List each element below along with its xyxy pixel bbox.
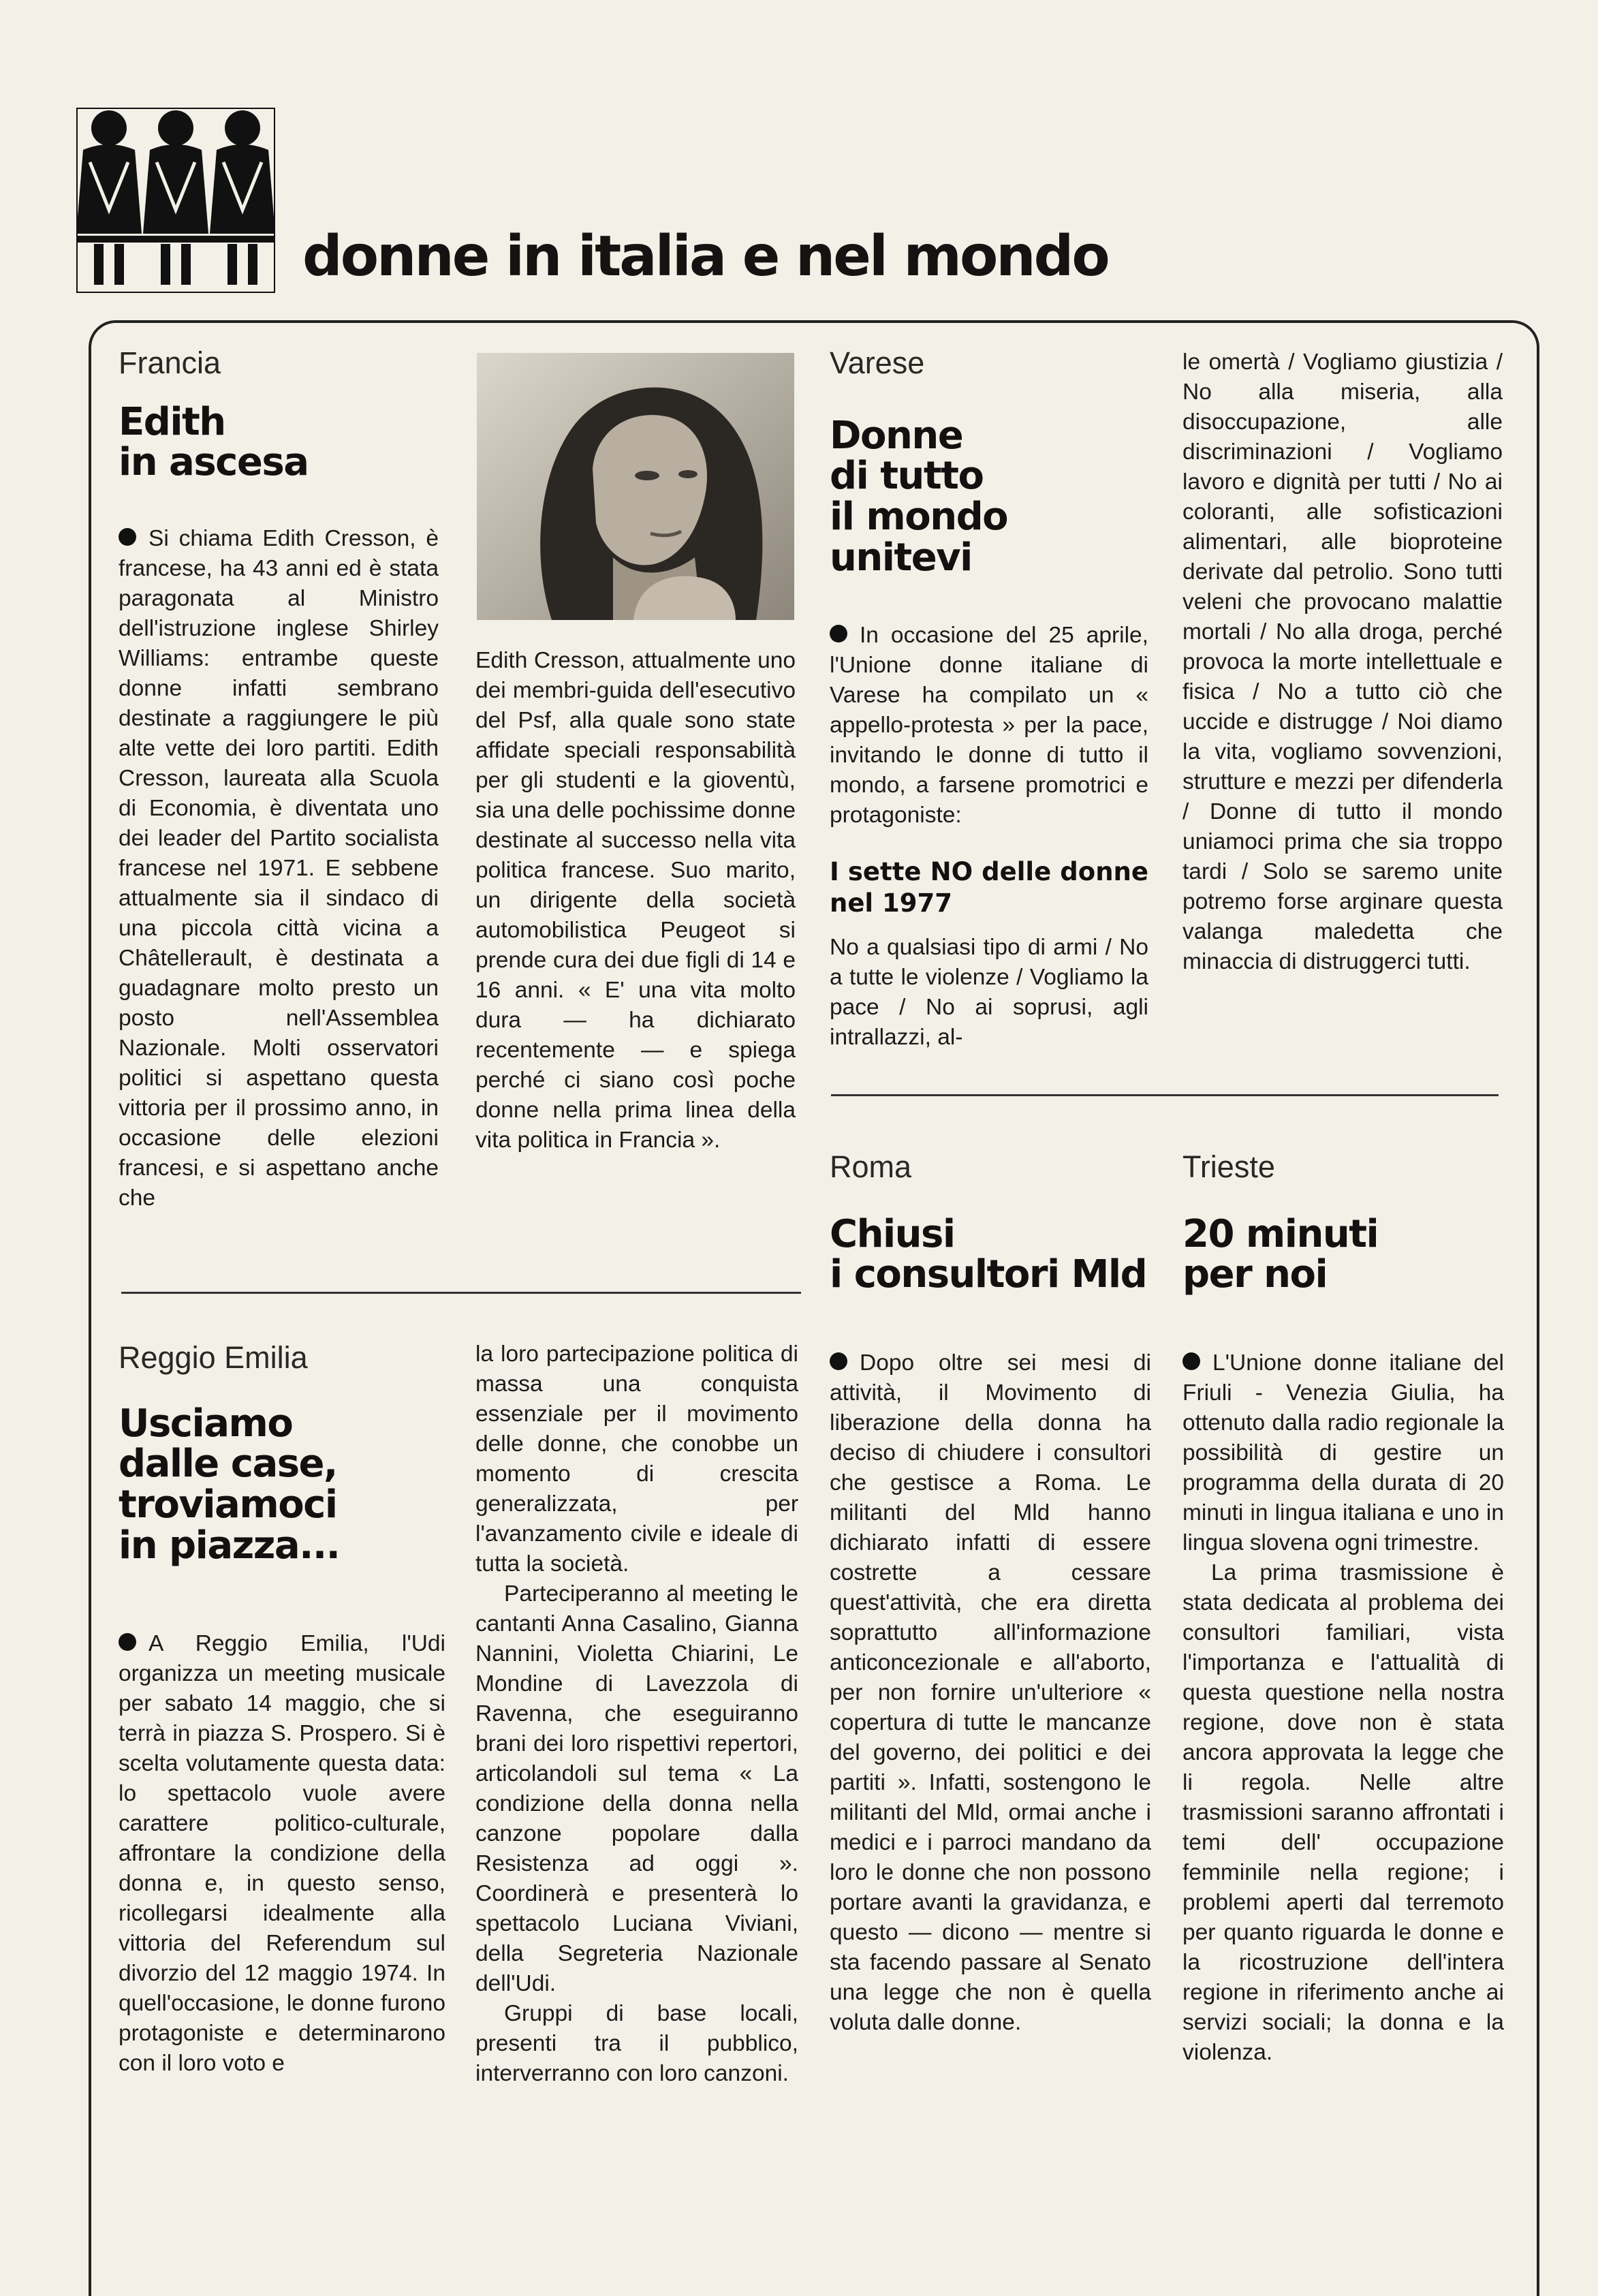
bullet-icon xyxy=(119,1633,136,1651)
article-body: Dopo oltre sei mesi di attività, il Movimento di liberazione della donna ha deciso di chiudere i consultori che gestisce a Roma. Le militanti del Mld hanno dichiarato infatti di essere costrette a cessare quest'attività, che era diretta soprattutto all'informazione anticoncezionale e all'aborto, per non fornire un'ulteriore « copertura di tutte le mancanze del governo, dei politici e dei partiti ». Infatti, sostengono le militanti del Mld, ormai anche i medici e i parroci mandano da loro le donne che non possono portare avanti la gravidanza, e questo — dicono — mentre si sta facendo passare al Senato una legge che non è quella voluta dalle donne. xyxy=(830,1350,1151,2036)
article-subhead: I sette NO delle donne nel 1977 xyxy=(830,857,1148,918)
divider-right xyxy=(831,1094,1499,1096)
article-headline: Usciamo dalle case, troviamoci in piazza... xyxy=(119,1401,340,1568)
divider-left xyxy=(121,1292,801,1294)
article-varese xyxy=(830,346,1148,1053)
article-body: Si chiama Edith Cresson, è francese, ha 43 anni ed è stata paragonata al Ministro dell'istruzione inglese Shirley Williams: entrambe queste donne infatti sembrano destinate a raggiungere le più alte vette dei loro partiti. Edith Cresson, laureata alla Scuola di Economia, è diventata uno dei leader del Partito socialista francese nel 1971. E sebbene attualmente sia il sindaco di una piccola città vicina a Châtellerault, è destinata a guadagnare molto presto un posto nell'Assemblea Nazionale. Molti osservatori politici si aspettano questa vittoria per il prossimo anno, in occasione delle elezioni francesi, e si aspettano anche che xyxy=(119,526,439,1211)
photo-caption: Edith Cresson, attualmente uno dei membri-guida dell'esecutivo del Psf, alla quale sono state affidate speciali responsabilità per gli studenti e la gioventù, sia una delle pochissime donne destinate al successo nella vita politica francese. Suo marito, un dirigente della società automobilistica Peugeot si prende cura dei due figli di 14 e 16 anni. « E' una vita molto dura — ha dichiarato recentemente — e spiega perché ci siano così poche donne nella prima linea della vita politica in Francia ». xyxy=(475,648,796,1153)
article-body: A Reggio Emilia, l'Udi organizza un meeting musicale per sabato 14 maggio, che si terrà in piazza S. Prospero. Si è scelta volutamente questa data: lo spettacolo vuole avere carattere politico-culturale, affrontare la condizione della donna e, in questo senso, ricollegarsi idealmente alla vittoria del Referendum sul divorzio del 12 maggio 1974. In quell'occasione, le donne furono protagoniste e determinarono con il loro voto e xyxy=(119,1631,445,2077)
article-trieste xyxy=(1182,1150,1504,2068)
article-headline: Chiusi i consultori Mld xyxy=(830,1211,1147,1297)
bullet-icon xyxy=(830,1352,847,1370)
three-women-figures-icon xyxy=(76,108,275,293)
article-body: In occasione del 25 aprile, l'Unione donne italiane di Varese ha compilato un « appello-protesta » per la pace, invitando le donne di tutto il mondo, a farsene promotrici e protagoniste: I sette NO delle donne nel 1977 No a qualsiasi tipo di armi / No a tutte le violenze / Vogliamo la pace / No ai soprusi, agli intrallazzi, al- xyxy=(830,623,1148,1051)
bullet-icon xyxy=(119,528,136,546)
article-reggio-emilia-continued: la loro partecipazione politica di massa una conquista essenziale per il movimento delle donne, che conobbe un momento di crescita generalizzata, per l'avanzamento civile e ideale di tutta la società. Parteciperanno al meeting le cantanti Anna Casalino, Gianna Nannini, Violetta Chiarini, Le Mondine di Lavezzola di Ravenna, che eseguiranno brani dei loro rispettivi repertori, articolandoli sul tema « La condizione della donna nella canzone popolare dalla Resistenza ad oggi ». Coordinerà e presenterà lo spettacolo Luciana Viviani, della Segreteria Nazionale dell'Udi. Gruppi di base locali, presenti tra il pubblico, interverranno con loro canzoni. xyxy=(475,1341,798,2086)
article-place: Francia xyxy=(119,345,221,380)
article-reggio-emilia xyxy=(119,1341,445,2079)
article-place: Roma xyxy=(830,1149,912,1184)
bullet-icon xyxy=(830,625,847,642)
article-headline: Donne di tutto il mondo unitevi xyxy=(830,413,1008,580)
article-place: Trieste xyxy=(1182,1149,1275,1184)
bullet-icon xyxy=(1182,1352,1200,1370)
article-headline: Edith in ascesa xyxy=(119,399,309,485)
section-title: donne in italia e nel mondo xyxy=(302,224,1108,289)
article-body: L'Unione donne italiane del Friuli - Venezia Giulia, ha ottenuto dalla radio regionale la possibilità di gestire un programma della durata di 20 minuti in lingua italiana e uno in lingua slovena ogni trimestre. La prima trasmissione è stata dedicata al problema dei consultori familiari, vista l'importanza e l'attualità di questa questione nella nostra regione, dove non è stata ancora approvata la legge che li regola. Nelle altre trasmissioni saranno affrontati i temi dell' occupazione femminile nella regione; i problemi aperti dal terremoto per quanto riguarda le donne e la ricostruzione dell'intera regione in riferimento anche ai servizi sociali; la donna e la violenza. xyxy=(1182,1350,1504,2066)
article-place: Varese xyxy=(830,345,925,380)
edith-cresson-photo xyxy=(477,353,794,620)
article-roma xyxy=(830,1150,1151,2038)
article-headline: 20 minuti per noi xyxy=(1182,1211,1379,1297)
article-place: Reggio Emilia xyxy=(119,1340,308,1375)
article-francia xyxy=(119,346,439,1213)
article-varese-continued: le omertà / Vogliamo giustizia / No alla miseria, alla disoccupazione, alle discriminazioni / Vogliamo lavoro e dignità per tutti / No ai coloranti, alle sofisticazioni alimentari, alle bioproteine derivate dal petrolio. Sono tutti veleni che provocano malattie mortali / No alla droga, perché provoca la morte intellettuale e fisica / No a tutto ciò che uccide e distrugge / Noi diamo la vita, vogliamo sovvenzioni, strutture e mezzi per difenderla / Donne di tutto il mondo uniamoci prima che sia troppo tardi / Solo se saremo unite potremo forse arginare questa valanga maledetta che minaccia di distruggerci tutti. xyxy=(1182,350,1503,974)
